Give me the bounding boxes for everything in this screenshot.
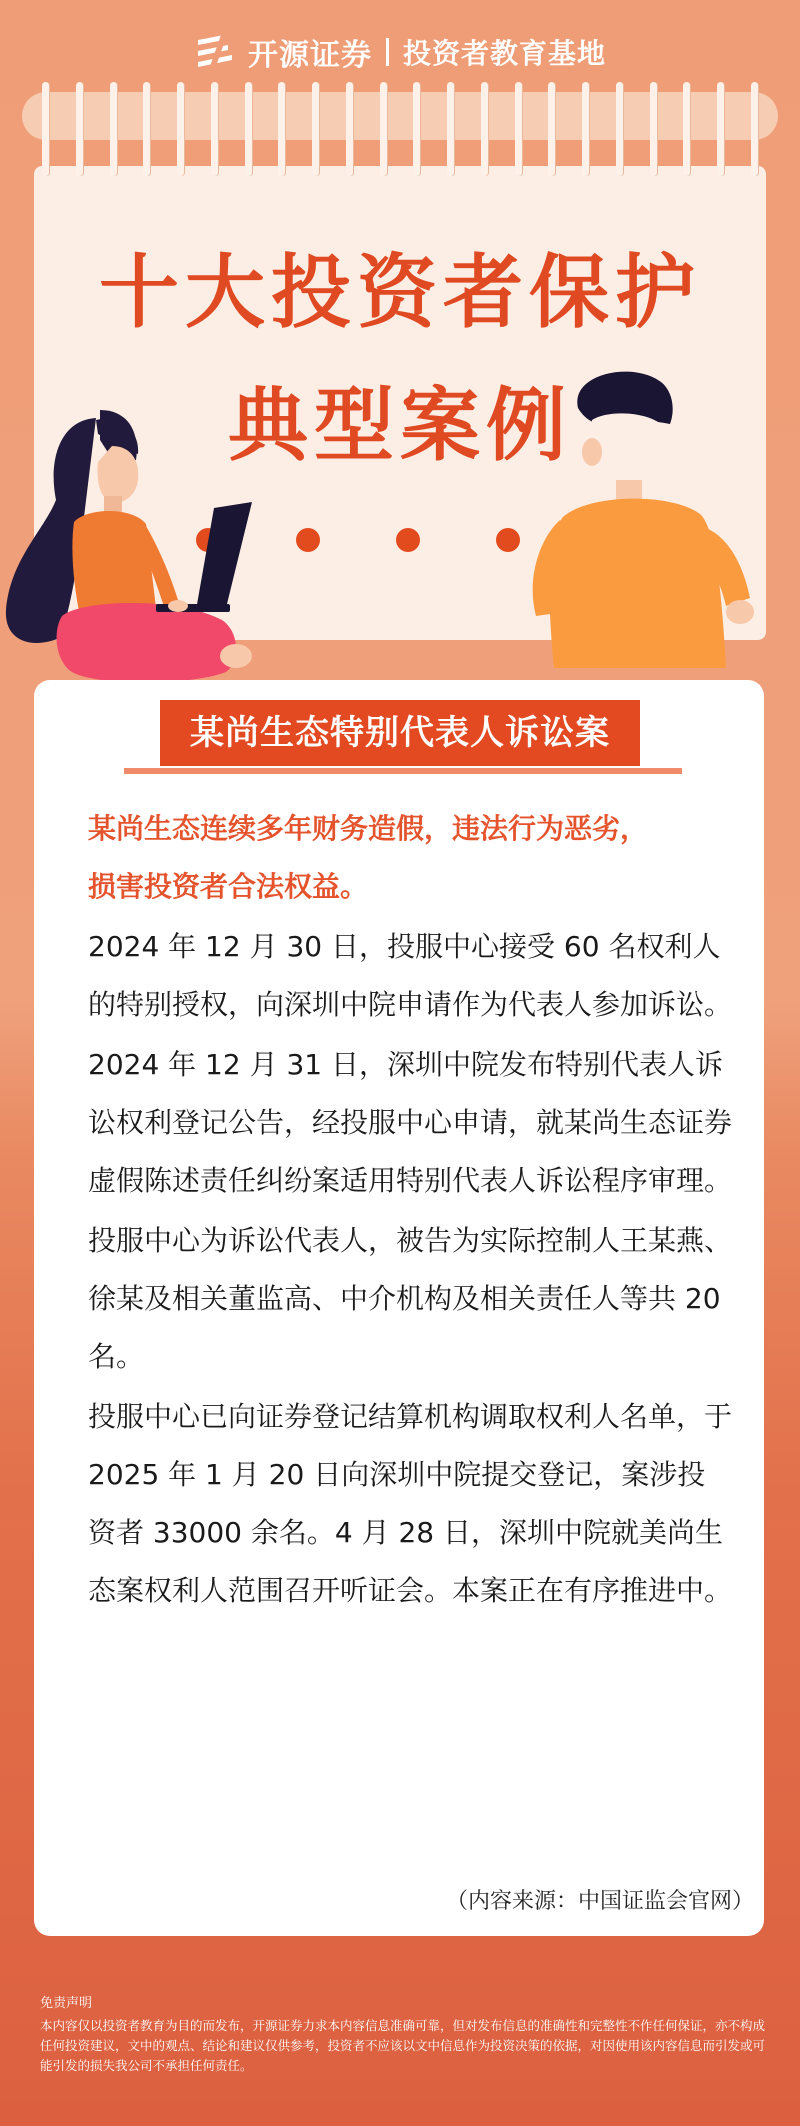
woman-laptop-illustration (0, 410, 270, 695)
binder-ring (616, 82, 623, 176)
binder-ring (683, 82, 690, 176)
dot (396, 528, 420, 552)
kaiyuan-logo-icon (194, 32, 238, 72)
content-source: （内容来源：中国证监会官网） (445, 1889, 754, 1914)
binder-ring (76, 82, 83, 176)
hero-title-line1: 十大投资者保护 (99, 246, 701, 339)
case-highlight-line: 损害投资者合法权益。 (88, 870, 369, 903)
binder-ring (312, 82, 319, 176)
disclaimer-title: 免责声明 (40, 1996, 93, 2011)
binder-ring (717, 82, 724, 176)
case-tab-wrapper (0, 700, 800, 780)
brand-divider (386, 38, 389, 66)
binder-ring (413, 82, 420, 176)
case-content (88, 800, 732, 1620)
brand-subtitle: 投资者教育基地 (402, 37, 606, 70)
case-paragraph: 投服中心为诉讼代表人，被告为实际控制人王某燕、徐某及相关董监高、中介机构及相关责任人等共 20 名。 (88, 1224, 733, 1373)
dot (296, 528, 320, 552)
binder-ring (481, 82, 488, 176)
binder-ring (346, 82, 353, 176)
case-highlight-line: 某尚生态连续多年财务造假，违法行为恶劣， (88, 812, 649, 845)
disclaimer-text: 本内容仅以投资者教育为目的而发布，开源证券力求本内容信息准确可靠，但对发布信息的准确性和完整性不作任何保证，亦不构成任何投资建议，文中的观点、结论和建议仅供参考，投资者不应该以文中信息作为投资决策的依据，对因使用该内容信息而引发或可能引发的损失我公司不承担任何责任。 (40, 2018, 766, 2073)
binder-ring (143, 82, 150, 176)
case-paragraph: 投服中心已向证券登记结算机构调取权利人名单，于 2025 年 1 月 20 日向深圳中院提交登记，案涉投资者 33000 余名。4 月 28 日，深圳中院就美尚生态案权利人范围召开听证会。本案正在有序推进中。 (88, 1400, 733, 1607)
binder-ring (380, 82, 387, 176)
disclaimer (40, 1994, 770, 2076)
case-title-tab: 某尚生态特别代表人诉讼案 (160, 700, 640, 766)
case-paragraph: 2024 年 12 月 30 日，投服中心接受 60 名权利人的特别授权，向深圳中院申请作为代表人参加诉讼。 (88, 930, 733, 1021)
man-pointing-illustration (530, 368, 790, 678)
binder-ring (110, 82, 117, 176)
brand-header (0, 30, 800, 74)
brand-name: 开源证券 (247, 38, 372, 73)
binder-ring (177, 82, 184, 176)
binder-ring (548, 82, 555, 176)
binder-ring (278, 82, 285, 176)
notepad-rings (42, 82, 758, 180)
binder-ring (245, 82, 252, 176)
binder-ring (582, 82, 589, 176)
binder-ring (515, 82, 522, 176)
dot (496, 528, 520, 552)
case-paragraph: 2024 年 12 月 31 日，深圳中院发布特别代表人诉讼权利登记公告，经投服中心申请，就某尚生态证券虚假陈述责任纠纷案适用特别代表人诉讼程序审理。 (88, 1048, 733, 1197)
binder-ring (751, 82, 758, 176)
binder-ring (42, 82, 49, 176)
hero-title-line2: 典型案例 (228, 379, 572, 472)
binder-ring (650, 82, 657, 176)
binder-ring (447, 82, 454, 176)
binder-ring (211, 82, 218, 176)
